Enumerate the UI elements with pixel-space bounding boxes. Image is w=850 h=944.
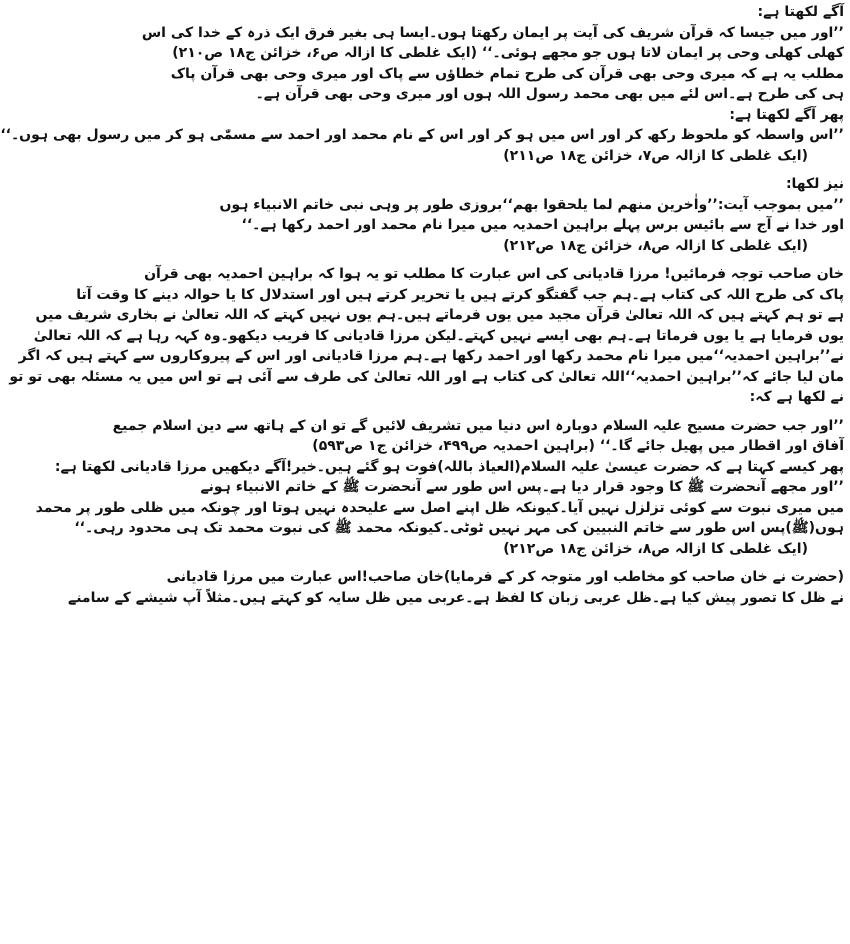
quote-line-with-reference: آفاق اور اقطار میں پھیل جائے گا۔‘‘ (براہین احمدیہ ص۴۹۹، خزائن ج۱ ص۵۹۳)	[312, 438, 844, 454]
text-line: نیز لکھا:	[785, 176, 844, 192]
quote-line-with-reference: کھلی کھلی وحی پر ایمان لاتا ہوں جو مجھے ہوئی۔‘‘ (ایک غلطی کا ازالہ ص۶، خزائن ج۱۸ ص۲۱۰)	[172, 45, 844, 61]
paragraph-line: ہی کی طرح ہے۔اس لئے میں بھی محمد رسول اللہ ہوں اور میری وحی بھی قرآن ہے۔	[255, 86, 844, 102]
text-line: پھر آگے لکھتا ہے:	[729, 106, 844, 123]
paragraph-line: نے ظل کا تصور پیش کیا ہے۔ظل عربی زبان کا لفظ ہے۔عربی میں ظل سایہ کو کہتے ہیں۔مثلاً آپ شیشے کے سامنے	[67, 589, 844, 606]
quote-line: ’’میں بموجب آیت:’’واٰخرین منھم لما یلحقوا بھم‘‘بروزی طور پر وہی نبی خاتم الانبیاء ہوں	[219, 196, 844, 213]
spacer	[266, 166, 844, 174]
quote-line: اور خدا نے آج سے بائیس برس پہلے براہین احمدیہ میں میرا نام محمد اور احمد رکھا ہے۔‘‘	[241, 217, 844, 233]
paragraph-line: ہے تو ہم کہتے ہیں کہ اللہ تعالیٰ قرآن مجید میں یوں فرماتے ہیں۔ہم یوں نہیں کہتے کہ اللہ تعالیٰ نے بخاری شریف میں	[35, 307, 844, 323]
paragraph-line: پھر کیسے کہتا ہے کہ حضرت عیسیٰ علیہ السلام(العیاذ باللہ)فوت ہو گئے ہیں۔خیر!آگے دیکھیں مرزا قادیانی لکھتا ہے:	[54, 458, 844, 475]
quote-line: ’’اور میں جیسا کہ قرآن شریف کی آیت پر ایمان رکھتا ہوں۔ایسا ہی بغیر فرق ایک ذرہ کے خدا کی اس	[141, 24, 844, 41]
text-line: آگے لکھتا ہے:	[757, 4, 844, 20]
paragraph-line: خان صاحب توجہ فرمائیں! مرزا قادیانی کی اس عبارت کا مطلب تو یہ ہوا کہ براہین احمدیہ بھی قرآن	[144, 266, 844, 282]
paragraph-line: نے لکھا ہے کہ:	[749, 389, 844, 405]
quote-line: میں میری نبوت سے کوئی تزلزل نہیں آیا۔کیونکہ ظل اپنے اصل سے علیحدہ نہیں ہوتا اور چونکہ میں ظلی طور پر محمد	[35, 499, 844, 516]
paragraph-line: پاک کی طرح اللہ کی کتاب ہے۔ہم جب گفتگو کرتے ہیں یا تحریر کرتے ہیں اور استدلال کا یا حوالہ دینے کا وقت آتا	[76, 286, 844, 303]
paragraph-line: (حضرت نے خان صاحب کو مخاطب اور متوجہ کر کے فرمایا)خان صاحب!اس عبارت میں مرزا قادیانی	[166, 569, 844, 585]
quote-line: ’’اور مجھے آنحضرت ﷺ کا وجود قرار دیا ہے۔پس اس طور سے آنحضرت ﷺ کے خاتم الانبیاء ہونے	[200, 479, 844, 495]
reference-line: (ایک غلطی کا ازالہ ص۸، خزائن ج۱۸ ص۲۱۲)	[503, 540, 808, 557]
spacer	[266, 408, 844, 416]
quote-line: ہوں(ﷺ)پس اس طور سے خاتم النبیین کی مہر نہیں ٹوٹی۔کیونکہ محمد ﷺ کی نبوت محمد تک ہی محدود رہی۔‘‘	[74, 520, 844, 536]
spacer	[266, 256, 844, 264]
paragraph-line: یوں فرمایا ہے یا یوں فرماتا ہے۔ہم بھی ایسے نہیں کہتے۔لیکن مرزا قادیانی کا فریب دیکھو۔وہ کہہ رہا ہے کہ اللہ تعالیٰ	[33, 327, 844, 344]
paragraph-line: مان لیا جائے کہ’’براہین احمدیہ‘‘اللہ تعالیٰ کی کتاب ہے اور اللہ تعالیٰ کی طرف سے آئی ہے تو اس میں یہ مسئلہ بھی تو تو	[9, 368, 844, 385]
quote-line: ’’اس واسطہ کو ملحوظ رکھ کر اور اس میں ہو کر اور اس کے نام محمد اور احمد سے مسمّٰی ہو کر میں رسول بھی ہوں۔‘‘	[0, 127, 844, 143]
spacer	[266, 559, 844, 567]
quote-line: ’’اور جب حضرت مسیح علیہ السلام دوبارہ اس دنیا میں تشریف لائیں گے تو ان کے ہاتھ سے دین اسلام جمیع	[112, 417, 844, 434]
paragraph-line: نے’’براہین احمدیہ‘‘میں میرا نام محمد رکھا اور احمد رکھا ہے۔ہم مرزا قادیانی اور اس کے پیروکاروں سے کہتے ہیں کہ اگر	[18, 348, 844, 364]
reference-line: (ایک غلطی کا ازالہ ص۷، خزائن ج۱۸ ص۲۱۱)	[503, 147, 808, 164]
paragraph-line: مطلب یہ ہے کہ میری وحی بھی قرآن کی طرح تمام خطاؤں سے پاک اور میری وحی بھی قرآن پاک	[170, 65, 844, 82]
document-page	[0, 2, 844, 944]
reference-line: (ایک غلطی کا ازالہ ص۸، خزائن ج۱۸ ص۲۱۲)	[503, 237, 808, 254]
